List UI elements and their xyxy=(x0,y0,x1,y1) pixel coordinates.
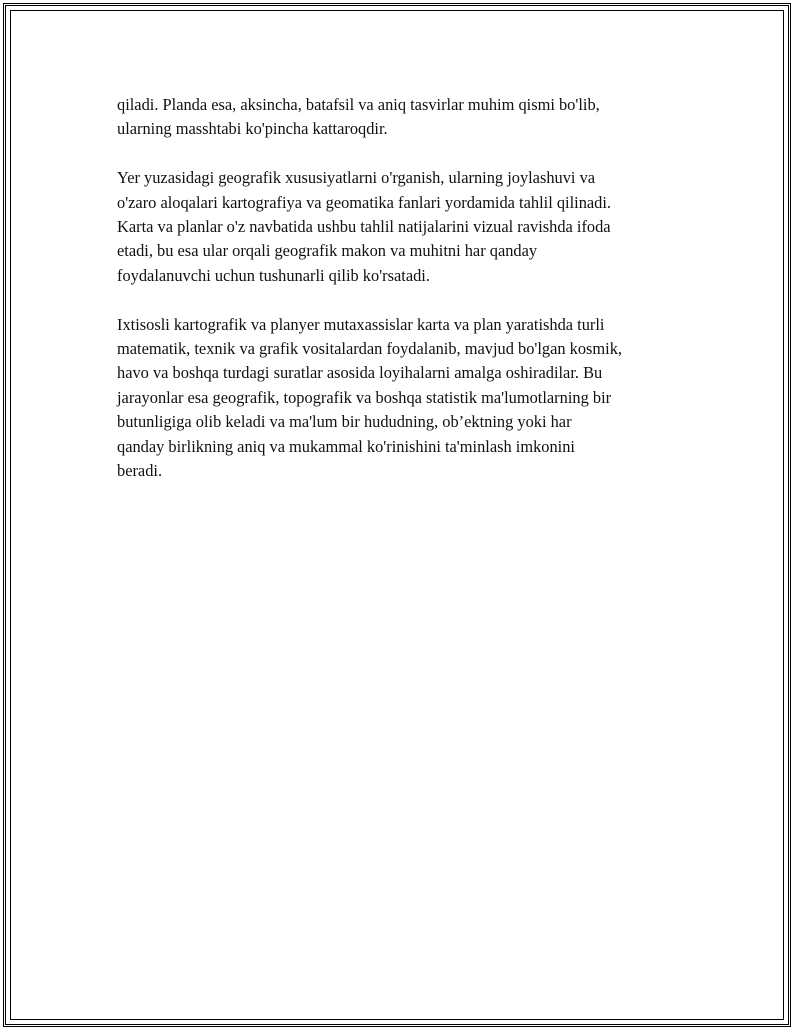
text-line: qiladi. Planda esa, aksincha, batafsil va aniq tasvirlar muhim qismi bo'lib, xyxy=(117,95,600,114)
text-line: Karta va planlar o'z navbatida ushbu tahlil natijalarini vizual ravishda ifoda xyxy=(117,217,611,237)
text-line: Ixtisosli kartografik va planyer mutaxassislar karta va plan yaratishda turli xyxy=(117,314,605,334)
document-body xyxy=(117,93,697,508)
text-line: jarayonlar esa geografik, topografik va boshqa statistik ma'lumotlarning bir xyxy=(117,387,612,407)
text-line: qanday birlikning aniq va mukammal ko'rinishini ta'minlash imkonini xyxy=(117,436,575,456)
text-line: matematik, texnik va grafik vositalardan foydalanib, mavjud bo'lgan kosmik, xyxy=(117,339,623,359)
paragraph xyxy=(117,93,697,142)
text-line: etadi, bu esa ular orqali geografik makon va muhitni har qanday xyxy=(117,241,538,261)
text-line: Yer yuzasidagi geografik xususiyatlarni o'rganish, ularning joylashuvi va xyxy=(117,168,596,188)
text-line: o'zaro aloqalari kartografiya va geomatika fanlari yordamida tahlil qilinadi. xyxy=(117,192,612,212)
paragraph xyxy=(117,313,697,484)
paragraph xyxy=(117,166,697,288)
text-line: beradi. xyxy=(117,461,163,481)
text-line: foydalanuvchi uchun tushunarli qilib ko'rsatadi. xyxy=(117,265,430,285)
text-line: ularning masshtabi ko'pincha kattaroqdir. xyxy=(117,119,388,139)
text-line: butunligiga olib keladi va ma'lum bir hududning, ob’ektning yoki har xyxy=(117,412,572,432)
text-line: havo va boshqa turdagi suratlar asosida loyihalarni amalga oshiradilar. Bu xyxy=(117,363,603,383)
